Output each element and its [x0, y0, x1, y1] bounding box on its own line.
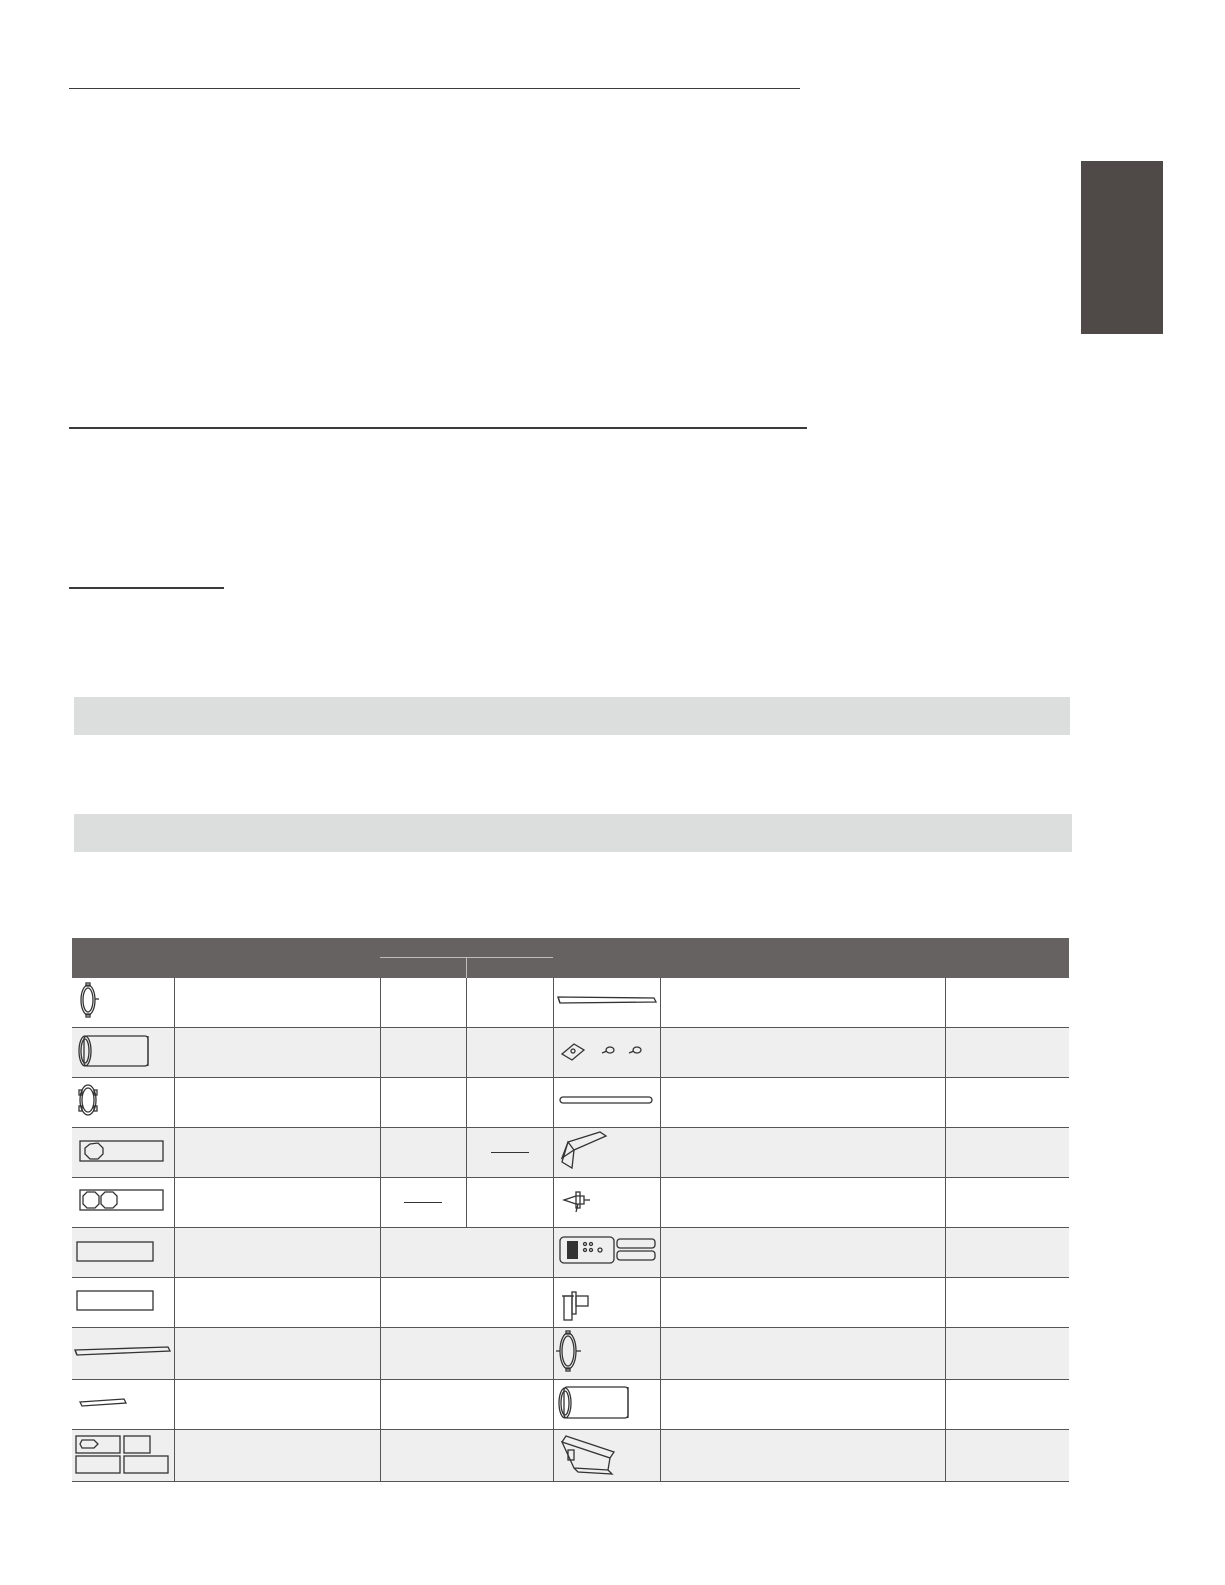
part-name-2 [660, 1430, 945, 1482]
qty-2 [945, 1278, 1069, 1328]
part-name-2 [660, 1178, 945, 1228]
part-name-2 [660, 1028, 945, 1078]
part-image-cell [553, 1380, 660, 1430]
part-name-2 [660, 1228, 945, 1278]
part-image-cell [72, 1228, 174, 1278]
part-name [174, 1028, 380, 1078]
rod-icon [554, 1078, 660, 1127]
part-image-cell [553, 1430, 660, 1482]
part-image-cell [72, 1078, 174, 1128]
table-row [72, 978, 1069, 1028]
part-name-2 [660, 1328, 945, 1380]
remote-and-batteries-icon [554, 1228, 660, 1277]
part-image-cell [72, 1028, 174, 1078]
long-strip-icon [554, 978, 660, 1027]
part-image-cell [553, 1178, 660, 1228]
qty-b [466, 1078, 553, 1128]
window-slider-one-hole-icon [72, 1128, 174, 1177]
qty-a [380, 978, 466, 1028]
slider-panel-plain-icon [72, 1278, 174, 1327]
table-row [72, 1178, 1069, 1228]
qty-2 [945, 1128, 1069, 1178]
not-applicable-dash [404, 1202, 442, 1203]
qty-2 [945, 1028, 1069, 1078]
qty [380, 1380, 553, 1430]
part-image-cell [553, 978, 660, 1028]
qty-a [380, 1078, 466, 1128]
part-image-cell [72, 1178, 174, 1228]
table-row [72, 1028, 1069, 1078]
qty-b [466, 978, 553, 1028]
slider-panel-icon [72, 1228, 174, 1277]
part-image-cell [72, 978, 174, 1028]
part-image-cell [553, 1228, 660, 1278]
qty-a [380, 1128, 466, 1178]
table-row [72, 1128, 1069, 1178]
drain-connector-icon [554, 1278, 660, 1327]
part-image-cell [72, 1430, 174, 1482]
qty [380, 1328, 553, 1380]
qty-a [380, 1028, 466, 1078]
seal-kit-icon [72, 1431, 174, 1480]
part-image-cell [553, 1278, 660, 1328]
table-row [72, 1328, 1069, 1380]
subheading-underline [69, 587, 224, 589]
part-image-cell [72, 1328, 174, 1380]
header-qty-b [466, 938, 553, 978]
part-image-cell [553, 1028, 660, 1078]
part-name [174, 1228, 380, 1278]
qty [380, 1228, 553, 1278]
qty-2 [945, 1178, 1069, 1228]
parts-table [72, 938, 1069, 1482]
not-applicable-dash [491, 1152, 529, 1153]
table-row [72, 1430, 1069, 1482]
part-image-cell [72, 1128, 174, 1178]
qty-2 [945, 1228, 1069, 1278]
section-rule-2 [69, 427, 807, 429]
section-band-1 [74, 697, 1070, 735]
part-image-cell [72, 1278, 174, 1328]
part-name [174, 1278, 380, 1328]
chapter-side-tab [1081, 161, 1163, 334]
part-image-cell [553, 1078, 660, 1128]
header-qty-a [380, 938, 466, 978]
wall-plate-ring-icon [72, 978, 174, 1027]
section-band-2 [74, 814, 1072, 852]
anchor-bolt-icon [554, 1178, 660, 1227]
part-name [174, 1128, 380, 1178]
part-image-cell [553, 1128, 660, 1178]
header-part-name-2 [660, 938, 945, 978]
part-name [174, 1078, 380, 1128]
part-name-2 [660, 1078, 945, 1128]
header-qty-2 [945, 938, 1069, 978]
part-image-cell [553, 1328, 660, 1380]
exhaust-hose-icon [72, 1028, 174, 1077]
qty-2 [945, 1078, 1069, 1128]
table-row [72, 1278, 1069, 1328]
table-row [72, 1228, 1069, 1278]
part-name [174, 1430, 380, 1482]
part-image-cell [72, 1380, 174, 1430]
part-name [174, 1328, 380, 1380]
section-rule-1 [69, 88, 800, 89]
qty-2 [945, 978, 1069, 1028]
header-part-icon [72, 938, 174, 978]
qty-b [466, 1128, 553, 1178]
qty-b [466, 1028, 553, 1078]
part-name [174, 978, 380, 1028]
part-name-2 [660, 1380, 945, 1430]
header-part-icon-2 [553, 938, 660, 978]
bracket-and-screws-icon [554, 1028, 660, 1077]
part-name-2 [660, 1128, 945, 1178]
qty-2 [945, 1328, 1069, 1380]
part-name-2 [660, 1278, 945, 1328]
qty-b [466, 1178, 553, 1228]
header-part-name [174, 938, 380, 978]
part-name-2 [660, 978, 945, 1028]
window-adapter-icon [72, 1078, 174, 1127]
qty-2 [945, 1380, 1069, 1430]
window-slider-two-hole-icon [72, 1178, 174, 1227]
table-row [72, 1078, 1069, 1128]
table-header-row [72, 938, 1069, 978]
qty [380, 1278, 553, 1328]
short-hose-icon [554, 1380, 660, 1429]
flat-window-adapter-icon [554, 1430, 660, 1481]
foam-strip-short-icon [72, 1380, 174, 1429]
part-name [174, 1178, 380, 1228]
qty-2 [945, 1430, 1069, 1482]
table-row [72, 1380, 1069, 1430]
wedge-icon [554, 1128, 660, 1177]
qty [380, 1430, 553, 1482]
hose-adapter-ring-icon [554, 1328, 660, 1379]
part-name [174, 1380, 380, 1430]
foam-strip-long-icon [72, 1329, 174, 1378]
qty-a [380, 1178, 466, 1228]
